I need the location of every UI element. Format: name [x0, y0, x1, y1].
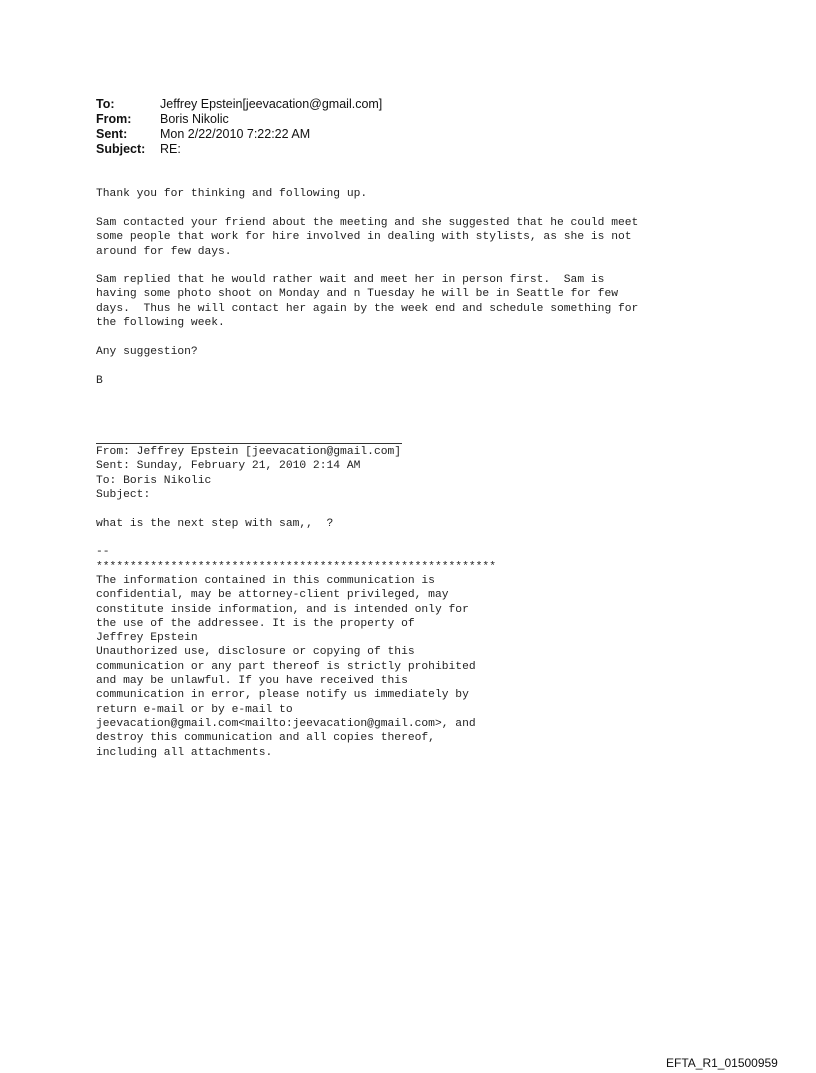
from-row	[96, 112, 382, 127]
body-paragraph-4: Any suggestion?	[96, 346, 198, 358]
to-value: Jeffrey Epstein[jeevacation@gmail.com]	[160, 97, 383, 111]
body-paragraph-3: Sam replied that he would rather wait and meet her in person first. Sam is having some photo shoot on Monday and n Tuesday he will be in Seattle for few days. Thus he will contact her again by the week end and schedule something for the following week.	[96, 274, 639, 329]
quoted-message: what is the next step with sam,, ?	[96, 518, 334, 530]
from-value: Boris Nikolic	[160, 112, 229, 126]
quote-divider	[96, 443, 402, 444]
quoted-headers: From: Jeffrey Epstein [jeevacation@gmail.com] Sent: Sunday, February 21, 2010 2:14 AM To: Boris Nikolic Subject:	[96, 446, 402, 501]
subject-row	[96, 142, 382, 157]
confidentiality-disclaimer: The information contained in this communication is confidential, may be attorney-client privileged, may constitute inside information, and is intended only for the use of the addressee. It is the property of Jeffrey Epstein Unauthorized use, disclosure or copying of this communication or any part thereof is strictly prohibited and may be unlawful. If you have received this communication in error, please notify us immediately by return e-mail or by e-mail to jeevacation@gmail.com<mailto:jeevacation@gmail.com>, and destroy this communication and all copies thereof, including all attachments.	[96, 575, 476, 759]
subject-value: RE:	[160, 142, 181, 156]
from-label: From:	[96, 112, 132, 126]
sent-label: Sent:	[96, 127, 128, 141]
signature-separator: --	[96, 546, 110, 558]
document-id: EFTA_R1_01500959	[666, 1056, 778, 1070]
signature: B	[96, 375, 103, 387]
to-label: To:	[96, 97, 115, 111]
subject-label: Subject:	[96, 142, 146, 156]
star-divider: ***********************************************************	[96, 561, 496, 573]
body-paragraph-1: Thank you for thinking and following up.	[96, 188, 368, 200]
sent-value: Mon 2/22/2010 7:22:22 AM	[160, 127, 311, 141]
email-header	[96, 97, 382, 157]
to-row	[96, 97, 382, 112]
sent-row	[96, 127, 382, 142]
body-paragraph-2: Sam contacted your friend about the meeting and she suggested that he could meet some people that work for hire involved in dealing with stylists, as she is not around for few days.	[96, 217, 639, 258]
